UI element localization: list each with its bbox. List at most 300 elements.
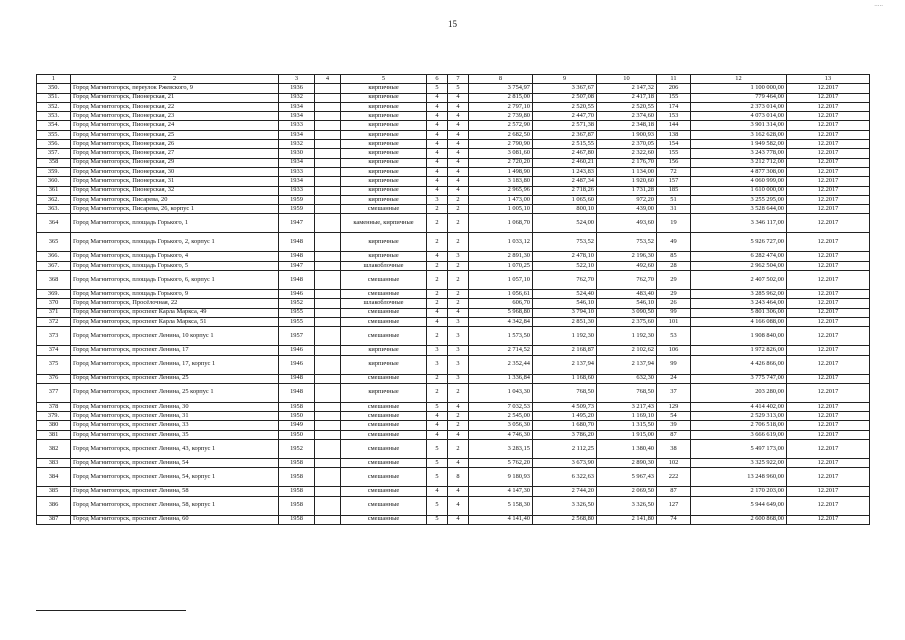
total-area-cell: 2 545,00 (469, 412, 533, 421)
row-number-cell: 371 (37, 308, 71, 317)
wall-material-cell: кирпичные (341, 252, 427, 261)
period-cell: 12.2017 (787, 440, 870, 459)
row-number-cell: 358 (37, 158, 71, 167)
address-cell: Город Магнитогорск, проспект Ленина, 43, корпус 1 (71, 440, 279, 459)
table-row (37, 261, 870, 270)
header-cell: 11 (657, 75, 691, 84)
table-row (37, 468, 870, 487)
address-cell: Город Магнитогорск, площадь Горького, 6, корпус 1 (71, 271, 279, 290)
living-area-cell: 768,50 (533, 383, 597, 402)
living-area-cell: 753,52 (533, 233, 597, 252)
residents-cell: 138 (657, 130, 691, 139)
address-cell: Город Магнитогорск, площадь Горького, 9 (71, 290, 279, 299)
column-4-cell (315, 93, 341, 102)
period-cell: 12.2017 (787, 233, 870, 252)
entrances-cell: 4 (448, 177, 469, 186)
residents-cell: 174 (657, 102, 691, 111)
residents-cell: 155 (657, 149, 691, 158)
period-cell: 12.2017 (787, 459, 870, 468)
year-cell: 1958 (279, 496, 315, 515)
living-area-cell: 2 568,80 (533, 515, 597, 524)
wall-material-cell: смешанные (341, 430, 427, 439)
residents-cell: 154 (657, 140, 691, 149)
cost-cell: 3 775 747,00 (691, 374, 787, 383)
period-cell: 12.2017 (787, 383, 870, 402)
row-number-cell: 373 (37, 327, 71, 346)
residents-cell: 51 (657, 195, 691, 204)
column-4-cell (315, 402, 341, 411)
total-area-cell: 2 714,52 (469, 346, 533, 355)
column-4-cell (315, 440, 341, 459)
address-cell: Город Магнитогорск, проспект Ленина, 35 (71, 430, 279, 439)
total-area-cell: 1 057,10 (469, 271, 533, 290)
area-cell: 1 134,00 (597, 167, 657, 176)
table-row (37, 515, 870, 524)
year-cell: 1934 (279, 130, 315, 139)
address-cell: Город Магнитогорск, Пионерская, 27 (71, 149, 279, 158)
floors-cell: 4 (427, 252, 448, 261)
floors-cell: 4 (427, 177, 448, 186)
cost-cell: 2 529 313,00 (691, 412, 787, 421)
column-4-cell (315, 205, 341, 214)
column-4-cell (315, 195, 341, 204)
living-area-cell: 2 168,87 (533, 346, 597, 355)
address-cell: Город Магнитогорск, Пионерская, 26 (71, 140, 279, 149)
entrances-cell: 8 (448, 468, 469, 487)
column-4-cell (315, 487, 341, 496)
address-cell: Город Магнитогорск, Пионерская, 24 (71, 121, 279, 130)
year-cell: 1934 (279, 177, 315, 186)
column-4-cell (315, 233, 341, 252)
living-area-cell: 762,70 (533, 271, 597, 290)
area-cell: 753,52 (597, 233, 657, 252)
living-area-cell: 2 507,08 (533, 93, 597, 102)
floors-cell: 4 (427, 317, 448, 326)
living-area-cell: 2 851,30 (533, 317, 597, 326)
row-number-cell: 382 (37, 440, 71, 459)
year-cell: 1934 (279, 158, 315, 167)
total-area-cell: 5 158,30 (469, 496, 533, 515)
wall-material-cell: кирпичные (341, 177, 427, 186)
year-cell: 1958 (279, 459, 315, 468)
residents-cell: 26 (657, 299, 691, 308)
column-4-cell (315, 299, 341, 308)
total-area-cell: 3 056,30 (469, 421, 533, 430)
year-cell: 1959 (279, 205, 315, 214)
year-cell: 1932 (279, 93, 315, 102)
row-number-cell: 385 (37, 487, 71, 496)
column-4-cell (315, 102, 341, 111)
column-4-cell (315, 252, 341, 261)
column-4-cell (315, 130, 341, 139)
row-number-cell: 354. (37, 121, 71, 130)
column-4-cell (315, 355, 341, 374)
area-cell: 3 090,50 (597, 308, 657, 317)
residents-cell: 53 (657, 327, 691, 346)
area-cell: 2 375,60 (597, 317, 657, 326)
column-4-cell (315, 327, 341, 346)
header-cell: 4 (315, 75, 341, 84)
column-4-cell (315, 459, 341, 468)
table-row (37, 327, 870, 346)
wall-material-cell: смешанные (341, 468, 427, 487)
table-row (37, 233, 870, 252)
period-cell: 12.2017 (787, 130, 870, 139)
cost-cell: 3 162 628,00 (691, 130, 787, 139)
column-4-cell (315, 121, 341, 130)
period-cell: 12.2017 (787, 149, 870, 158)
year-cell: 1948 (279, 383, 315, 402)
cost-cell: 1 100 000,00 (691, 84, 787, 93)
residents-cell: 127 (657, 496, 691, 515)
total-area-cell: 3 283,15 (469, 440, 533, 459)
living-area-cell: 2 487,34 (533, 177, 597, 186)
table-row (37, 140, 870, 149)
entrances-cell: 4 (448, 308, 469, 317)
cost-cell: 3 346 117,00 (691, 214, 787, 233)
cost-cell: 3 325 922,00 (691, 459, 787, 468)
year-cell: 1958 (279, 402, 315, 411)
row-number-cell: 370 (37, 299, 71, 308)
period-cell: 12.2017 (787, 186, 870, 195)
table-row (37, 299, 870, 308)
table-row (37, 186, 870, 195)
entrances-cell: 2 (448, 299, 469, 308)
entrances-cell: 4 (448, 93, 469, 102)
wall-material-cell: кирпичные (341, 84, 427, 93)
floors-cell: 2 (427, 299, 448, 308)
cost-cell: 5 801 306,00 (691, 308, 787, 317)
wall-material-cell: кирпичные (341, 195, 427, 204)
entrances-cell: 3 (448, 346, 469, 355)
living-area-cell: 2 515,55 (533, 140, 597, 149)
wall-material-cell: смешанные (341, 421, 427, 430)
address-cell: Город Магнитогорск, проспект Ленина, 25 (71, 374, 279, 383)
area-cell: 2 417,18 (597, 93, 657, 102)
column-4-cell (315, 515, 341, 524)
living-area-cell: 3 786,20 (533, 430, 597, 439)
period-cell: 12.2017 (787, 158, 870, 167)
table-row (37, 402, 870, 411)
period-cell: 12.2017 (787, 430, 870, 439)
living-area-cell: 524,00 (533, 214, 597, 233)
wall-material-cell: кирпичные (341, 149, 427, 158)
floors-cell: 4 (427, 102, 448, 111)
wall-material-cell: кирпичные (341, 93, 427, 102)
living-area-cell: 2 478,10 (533, 252, 597, 261)
year-cell: 1952 (279, 299, 315, 308)
entrances-cell: 4 (448, 167, 469, 176)
residents-cell: 19 (657, 214, 691, 233)
column-4-cell (315, 308, 341, 317)
area-cell: 2 069,50 (597, 487, 657, 496)
cost-cell: 1 908 840,00 (691, 327, 787, 346)
residents-cell: 101 (657, 317, 691, 326)
residents-cell: 54 (657, 412, 691, 421)
column-4-cell (315, 317, 341, 326)
year-cell: 1948 (279, 271, 315, 290)
address-cell: Город Магнитогорск, проспект Ленина, 17 (71, 346, 279, 355)
area-cell: 439,00 (597, 205, 657, 214)
floors-cell: 2 (427, 327, 448, 346)
address-cell: Город Магнитогорск, площадь Горького, 4 (71, 252, 279, 261)
period-cell: 12.2017 (787, 496, 870, 515)
area-cell: 2 322,60 (597, 149, 657, 158)
row-number-cell: 368 (37, 271, 71, 290)
entrances-cell: 5 (448, 84, 469, 93)
period-cell: 12.2017 (787, 402, 870, 411)
residents-cell: 144 (657, 121, 691, 130)
living-area-cell: 2 447,70 (533, 112, 597, 121)
row-number-cell: 376 (37, 374, 71, 383)
wall-material-cell: кирпичные (341, 121, 427, 130)
header-cell: 5 (341, 75, 427, 84)
total-area-cell: 1 573,50 (469, 327, 533, 346)
period-cell: 12.2017 (787, 261, 870, 270)
wall-material-cell: шлакоблочные (341, 299, 427, 308)
year-cell: 1950 (279, 430, 315, 439)
residents-cell: 87 (657, 430, 691, 439)
row-number-cell: 381 (37, 430, 71, 439)
year-cell: 1947 (279, 261, 315, 270)
address-cell: Город Магнитогорск, проспект Ленина, 17, корпус 1 (71, 355, 279, 374)
total-area-cell: 2 682,50 (469, 130, 533, 139)
year-cell: 1948 (279, 252, 315, 261)
address-cell: Город Магнитогорск, проспект Ленина, 54 (71, 459, 279, 468)
wall-material-cell: кирпичные (341, 383, 427, 402)
footnote-separator (36, 610, 186, 611)
cost-cell: 3 285 962,00 (691, 290, 787, 299)
floors-cell: 4 (427, 149, 448, 158)
residents-cell: 102 (657, 459, 691, 468)
floors-cell: 4 (427, 121, 448, 130)
total-area-cell: 2 815,00 (469, 93, 533, 102)
year-cell: 1932 (279, 140, 315, 149)
cost-cell: 3 901 314,00 (691, 121, 787, 130)
area-cell: 2 147,32 (597, 84, 657, 93)
cost-cell: 1 610 000,00 (691, 186, 787, 195)
period-cell: 12.2017 (787, 84, 870, 93)
row-number-cell: 369. (37, 290, 71, 299)
cost-cell: 4 060 999,00 (691, 177, 787, 186)
address-cell: Город Магнитогорск, проспект Ленина, 10 корпус 1 (71, 327, 279, 346)
total-area-cell: 7 032,53 (469, 402, 533, 411)
header-cell: 6 (427, 75, 448, 84)
table-row (37, 149, 870, 158)
cost-cell: 3 243 778,00 (691, 149, 787, 158)
row-number-cell: 383 (37, 459, 71, 468)
period-cell: 12.2017 (787, 271, 870, 290)
wall-material-cell: смешанные (341, 205, 427, 214)
area-cell: 762,70 (597, 271, 657, 290)
entrances-cell: 4 (448, 121, 469, 130)
floors-cell: 2 (427, 290, 448, 299)
entrances-cell: 4 (448, 149, 469, 158)
wall-material-cell: смешанные (341, 402, 427, 411)
header-cell: 9 (533, 75, 597, 84)
table-row (37, 317, 870, 326)
wall-material-cell: смешанные (341, 412, 427, 421)
entrances-cell: 3 (448, 327, 469, 346)
area-cell: 1 915,00 (597, 430, 657, 439)
period-cell: 12.2017 (787, 121, 870, 130)
living-area-cell: 2 718,26 (533, 186, 597, 195)
header-cell: 10 (597, 75, 657, 84)
entrances-cell: 4 (448, 496, 469, 515)
floors-cell: 4 (427, 412, 448, 421)
address-cell: Город Магнитогорск, проспект Ленина, 30 (71, 402, 279, 411)
entrances-cell: 3 (448, 374, 469, 383)
residents-cell: 38 (657, 440, 691, 459)
wall-material-cell: смешанные (341, 374, 427, 383)
area-cell: 2 348,18 (597, 121, 657, 130)
address-cell: Город Магнитогорск, проспект Ленина, 58 (71, 487, 279, 496)
total-area-cell: 5 762,20 (469, 459, 533, 468)
residents-cell: 87 (657, 487, 691, 496)
total-area-cell: 5 968,80 (469, 308, 533, 317)
column-4-cell (315, 158, 341, 167)
floors-cell: 2 (427, 271, 448, 290)
cost-cell: 2 962 504,00 (691, 261, 787, 270)
floors-cell: 4 (427, 140, 448, 149)
cost-cell: 4 073 014,00 (691, 112, 787, 121)
address-cell: Город Магнитогорск, Пионерская, 21 (71, 93, 279, 102)
area-cell: 2 374,60 (597, 112, 657, 121)
header-cell: 13 (787, 75, 870, 84)
residents-cell: 29 (657, 290, 691, 299)
row-number-cell: 353. (37, 112, 71, 121)
floors-cell: 5 (427, 515, 448, 524)
period-cell: 12.2017 (787, 327, 870, 346)
header-cell: 8 (469, 75, 533, 84)
cost-cell: 4 877 308,00 (691, 167, 787, 176)
page-number: 15 (448, 19, 457, 29)
year-cell: 1946 (279, 346, 315, 355)
residents-cell: 155 (657, 93, 691, 102)
table-row (37, 102, 870, 111)
residents-cell: 222 (657, 468, 691, 487)
floors-cell: 3 (427, 355, 448, 374)
cost-cell: 2 600 868,00 (691, 515, 787, 524)
address-cell: Город Магнитогорск, площадь Горького, 5 (71, 261, 279, 270)
wall-material-cell: кирпичные (341, 186, 427, 195)
table-row (37, 130, 870, 139)
table-row (37, 158, 870, 167)
residents-cell: 24 (657, 374, 691, 383)
living-area-cell: 2 460,21 (533, 158, 597, 167)
entrances-cell: 4 (448, 130, 469, 139)
period-cell: 12.2017 (787, 317, 870, 326)
total-area-cell: 4 141,40 (469, 515, 533, 524)
year-cell: 1933 (279, 167, 315, 176)
wall-material-cell: смешанные (341, 271, 427, 290)
area-cell: 2 520,55 (597, 102, 657, 111)
period-cell: 12.2017 (787, 252, 870, 261)
corner-mark: ..... (874, 0, 883, 8)
year-cell: 1930 (279, 149, 315, 158)
area-cell: 483,40 (597, 290, 657, 299)
table-row (37, 290, 870, 299)
living-area-cell: 1 243,83 (533, 167, 597, 176)
residents-cell: 72 (657, 167, 691, 176)
floors-cell: 4 (427, 130, 448, 139)
year-cell: 1958 (279, 515, 315, 524)
entrances-cell: 2 (448, 205, 469, 214)
total-area-cell: 1 336,84 (469, 374, 533, 383)
column-4-cell (315, 84, 341, 93)
period-cell: 12.2017 (787, 421, 870, 430)
year-cell: 1934 (279, 112, 315, 121)
table-row (37, 195, 870, 204)
entrances-cell: 2 (448, 233, 469, 252)
period-cell: 12.2017 (787, 112, 870, 121)
entrances-cell: 3 (448, 317, 469, 326)
total-area-cell: 1 043,30 (469, 383, 533, 402)
year-cell: 1933 (279, 121, 315, 130)
residents-cell: 156 (657, 158, 691, 167)
entrances-cell: 3 (448, 355, 469, 374)
living-area-cell: 3 326,50 (533, 496, 597, 515)
column-4-cell (315, 214, 341, 233)
table-row (37, 308, 870, 317)
total-area-cell: 606,70 (469, 299, 533, 308)
row-number-cell: 365 (37, 233, 71, 252)
residents-cell: 74 (657, 515, 691, 524)
entrances-cell: 3 (448, 252, 469, 261)
living-area-cell: 2 112,25 (533, 440, 597, 459)
row-number-cell: 380 (37, 421, 71, 430)
entrances-cell: 2 (448, 290, 469, 299)
wall-material-cell: каменные, кирпичные (341, 214, 427, 233)
entrances-cell: 4 (448, 459, 469, 468)
living-area-cell: 1 065,60 (533, 195, 597, 204)
area-cell: 972,20 (597, 195, 657, 204)
table-row (37, 177, 870, 186)
period-cell: 12.2017 (787, 374, 870, 383)
floors-cell: 2 (427, 383, 448, 402)
table-row (37, 121, 870, 130)
cost-cell: 3 255 295,00 (691, 195, 787, 204)
living-area-cell: 524,40 (533, 290, 597, 299)
row-number-cell: 359. (37, 167, 71, 176)
wall-material-cell: кирпичные (341, 167, 427, 176)
wall-material-cell: кирпичные (341, 346, 427, 355)
wall-material-cell: смешанные (341, 308, 427, 317)
table-row (37, 93, 870, 102)
address-cell: Город Магнитогорск, проспект Ленина, 33 (71, 421, 279, 430)
living-area-cell: 2 744,20 (533, 487, 597, 496)
column-4-cell (315, 412, 341, 421)
year-cell: 1950 (279, 412, 315, 421)
header-cell: 1 (37, 75, 71, 84)
address-cell: Город Магнитогорск, площадь Горького, 1 (71, 214, 279, 233)
area-cell: 2 176,70 (597, 158, 657, 167)
row-number-cell: 355. (37, 130, 71, 139)
period-cell: 12.2017 (787, 167, 870, 176)
total-area-cell: 1 498,90 (469, 167, 533, 176)
living-area-cell: 546,10 (533, 299, 597, 308)
year-cell: 1949 (279, 421, 315, 430)
total-area-cell: 4 147,30 (469, 487, 533, 496)
year-cell: 1952 (279, 440, 315, 459)
table-row (37, 346, 870, 355)
floors-cell: 5 (427, 402, 448, 411)
address-cell: Город Магнитогорск, Пионерская, 22 (71, 102, 279, 111)
total-area-cell: 2 720,20 (469, 158, 533, 167)
row-number-cell: 351. (37, 93, 71, 102)
cost-cell: 1 949 582,00 (691, 140, 787, 149)
column-4-cell (315, 290, 341, 299)
